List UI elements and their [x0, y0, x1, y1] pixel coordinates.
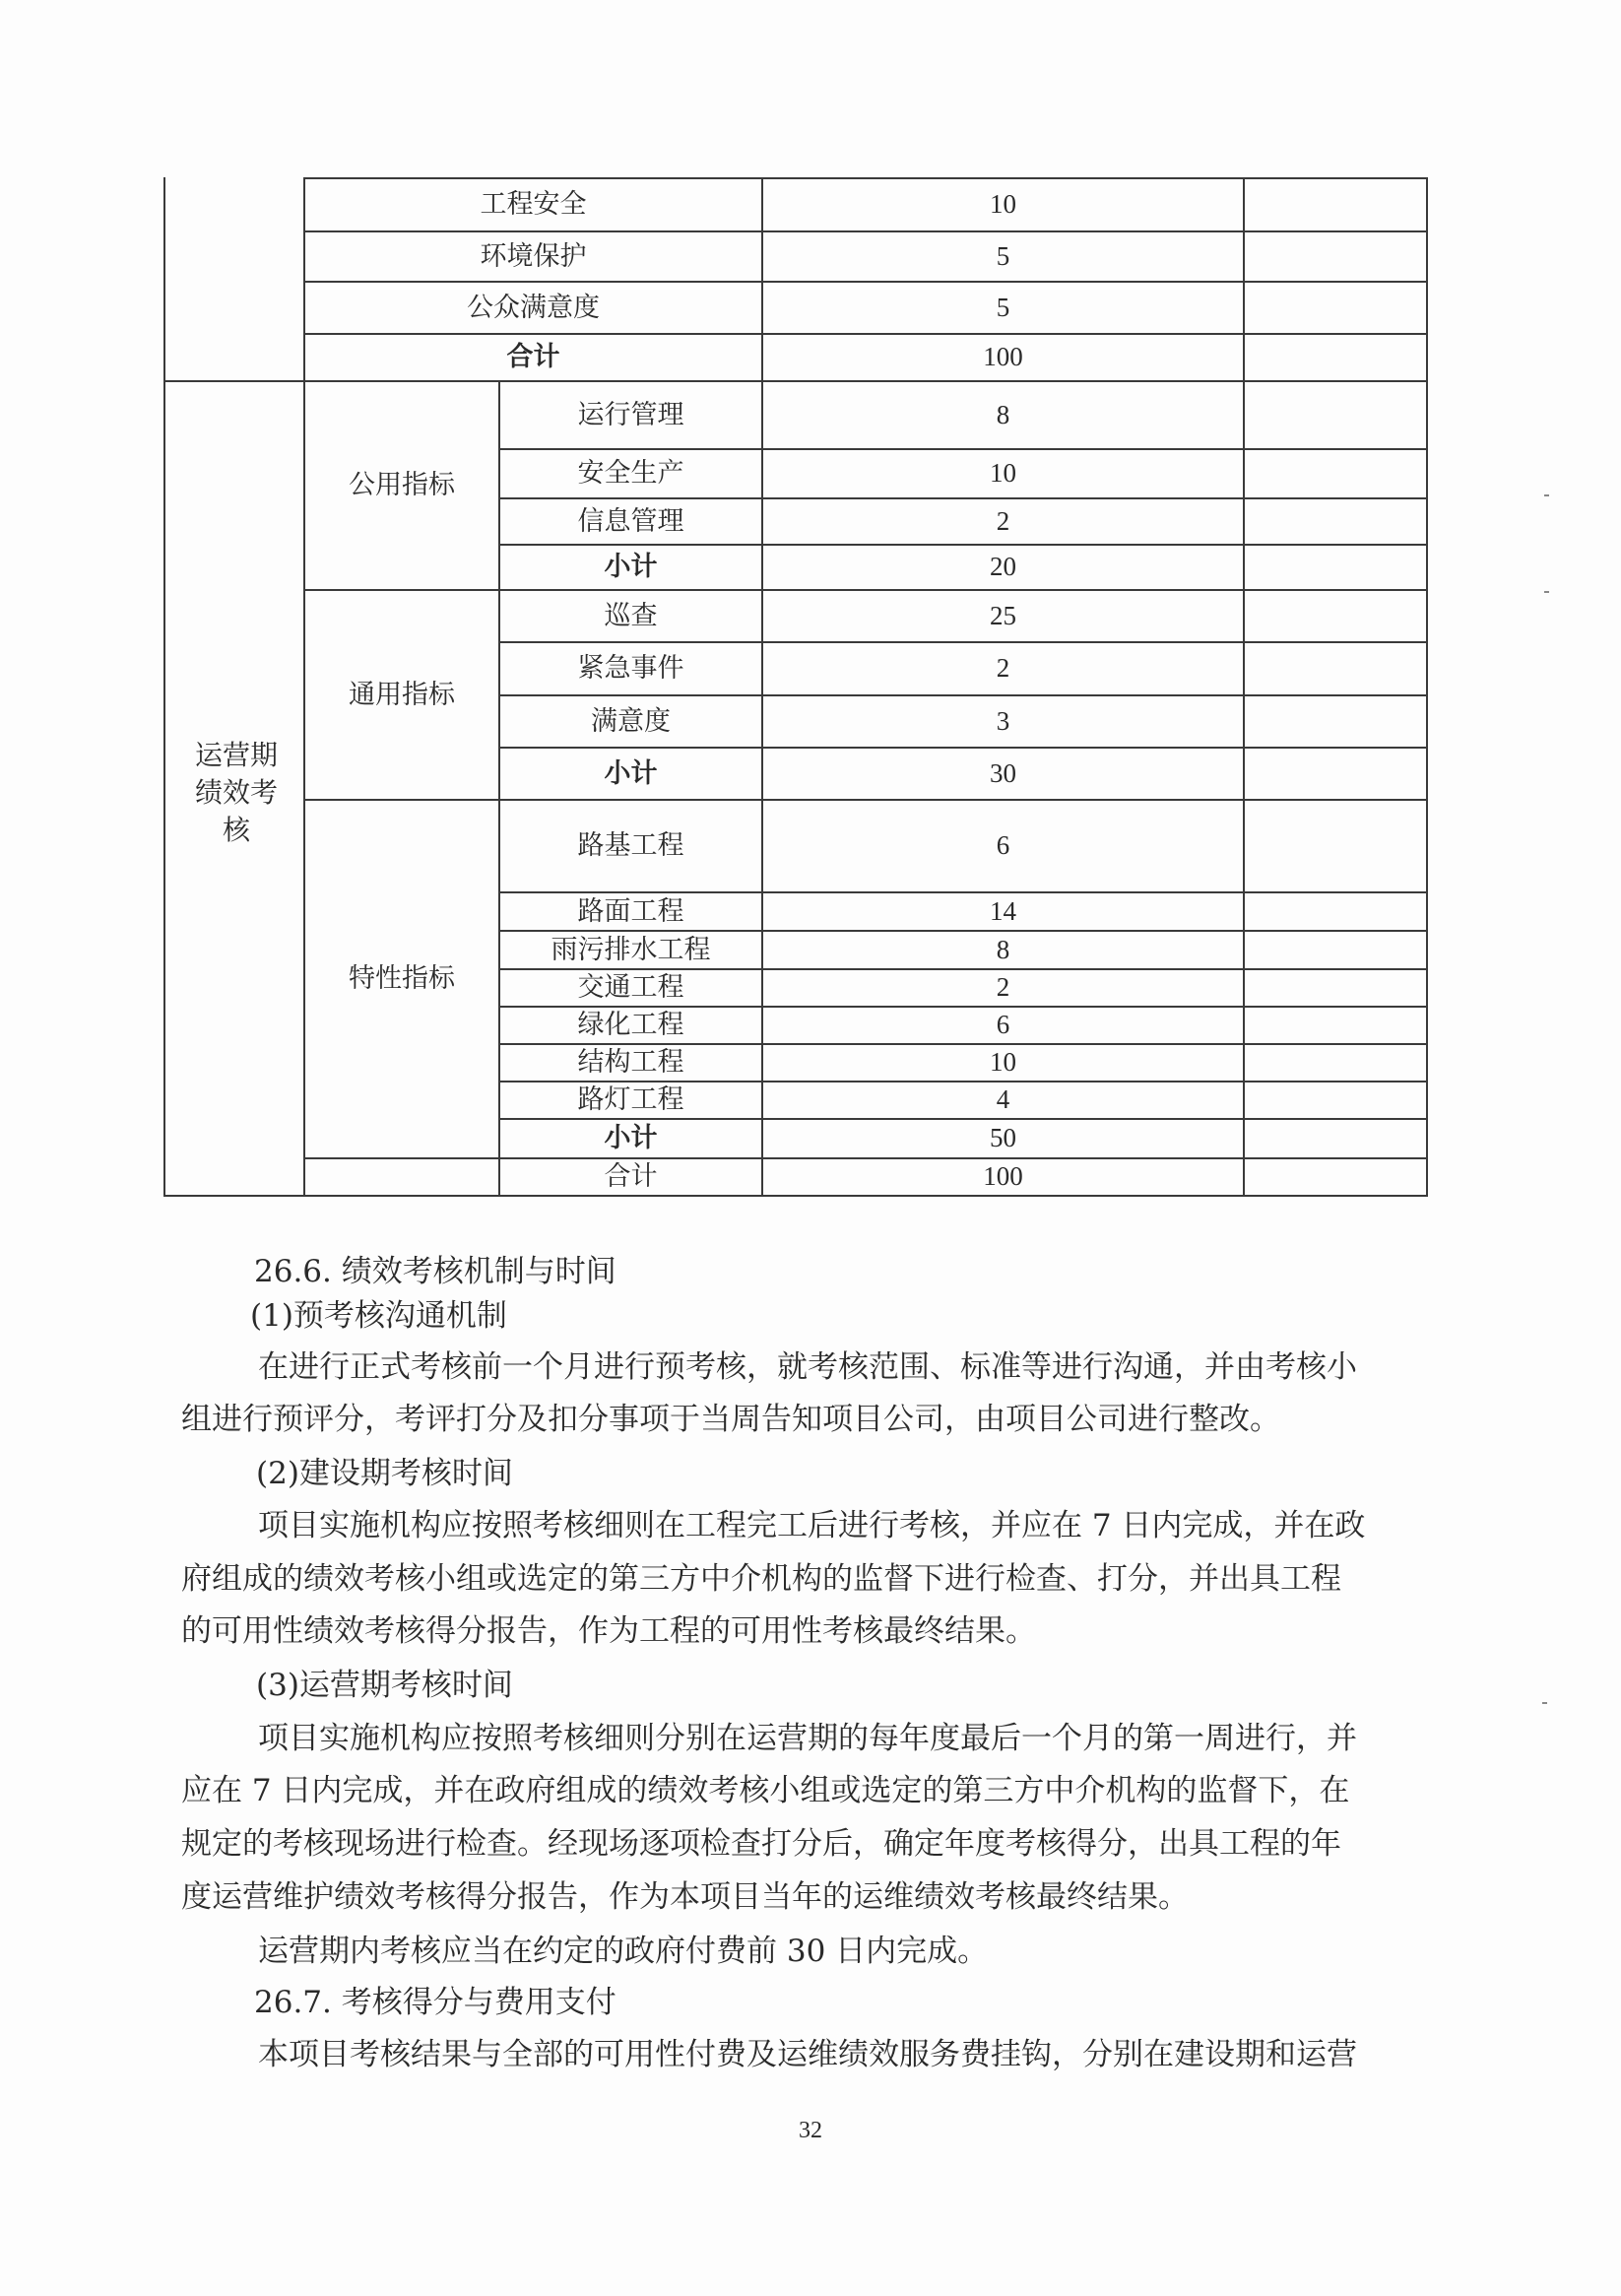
- paragraph-line: 本项目考核结果与全部的可用性付费及运维绩效服务费挂钩，分别在建设期和运营: [258, 2037, 1357, 2072]
- subtotal-score: 20: [990, 552, 1016, 582]
- table-row-score: 2: [996, 505, 1010, 536]
- scan-mark: [1544, 591, 1549, 593]
- table-row-name: 公众满意度: [467, 292, 600, 323]
- subtotal-label: 小计: [604, 552, 658, 583]
- table-row-name: 环境保护: [480, 240, 587, 272]
- subtotal-score: 50: [990, 1123, 1016, 1153]
- section-heading: 26.6. 绩效考核机制与时间: [254, 1254, 616, 1289]
- table-row-score: 3: [996, 705, 1010, 736]
- table-row-name: 路灯工程: [577, 1084, 684, 1116]
- table-row-name: 路面工程: [577, 895, 684, 927]
- paragraph-line: 运营期内考核应当在约定的政府付费前 30 日内完成。: [258, 1934, 989, 1969]
- table-row-score: 2: [996, 972, 1010, 1003]
- group-name: 公用指标: [349, 470, 455, 501]
- page-number: 32: [799, 2118, 822, 2143]
- table-total-label: 合计: [604, 1161, 658, 1193]
- table-row-name: 运行管理: [577, 399, 684, 430]
- paragraph-line: 规定的考核现场进行检查。经现场逐项检查打分后，确定年度考核得分，出具工程的年: [181, 1826, 1341, 1862]
- table-row-score: 10: [990, 458, 1016, 489]
- table-total-score: 100: [983, 1161, 1023, 1192]
- table-row-name: 满意度: [591, 705, 671, 737]
- table-row-name: 交通工程: [577, 972, 684, 1004]
- subheading: (3)运营期考核时间: [256, 1668, 513, 1703]
- table-row-name: 雨污排水工程: [551, 934, 711, 965]
- table-row-name: 紧急事件: [577, 653, 684, 685]
- table-row-name: 工程安全: [480, 189, 587, 221]
- subtotal-score: 30: [990, 757, 1016, 788]
- subheading: (2)建设期考核时间: [256, 1456, 513, 1491]
- table-row-score: 8: [996, 399, 1010, 429]
- ops-period-label: 运营期绩效考核: [194, 739, 278, 846]
- table-row-name: 巡查: [604, 600, 658, 631]
- table-row-score: 10: [990, 1047, 1016, 1078]
- section-heading: 26.7. 考核得分与费用支付: [254, 1985, 616, 2020]
- paragraph-line: 项目实施机构应按照考核细则分别在运营期的每年度最后一个月的第一周进行，并: [258, 1721, 1357, 1756]
- table-row-name: 信息管理: [577, 505, 684, 537]
- table-row-name: 路基工程: [577, 830, 684, 862]
- table-row-score: 25: [990, 600, 1016, 630]
- table-total-score: 100: [983, 342, 1023, 372]
- group-name: 通用指标: [349, 679, 455, 710]
- table-row-score: 5: [996, 292, 1010, 322]
- table-row-score: 10: [990, 189, 1016, 220]
- table-row-name: 绿化工程: [577, 1010, 684, 1041]
- table-row-score: 2: [996, 653, 1010, 684]
- subtotal-label: 小计: [604, 757, 658, 789]
- table-total-label: 合计: [506, 342, 560, 373]
- paragraph-line: 府组成的绩效考核小组或选定的第三方中介机构的监督下进行检查、打分，并出具工程: [181, 1561, 1341, 1597]
- table-row-name: 安全生产: [577, 458, 684, 490]
- paragraph-line: 度运营维护绩效考核得分报告，作为本项目当年的运维绩效考核最终结果。: [181, 1879, 1189, 1915]
- paragraph-line: 在进行正式考核前一个月进行预考核，就考核范围、标准等进行沟通，并由考核小: [258, 1349, 1357, 1385]
- paragraph-line: 组进行预评分，考评打分及扣分事项于当周告知项目公司，由项目公司进行整改。: [181, 1402, 1280, 1437]
- scan-mark: [1542, 1702, 1547, 1704]
- paragraph-line: 项目实施机构应按照考核细则在工程完工后进行考核，并应在 7 日内完成，并在政: [258, 1508, 1366, 1543]
- table-row-score: 14: [990, 895, 1016, 926]
- subtotal-label: 小计: [604, 1123, 658, 1154]
- table-row-score: 6: [996, 830, 1010, 861]
- table-row-score: 5: [996, 240, 1010, 271]
- group-name: 特性指标: [349, 963, 455, 995]
- paragraph-line: 应在 7 日内完成，并在政府组成的绩效考核小组或选定的第三方中介机构的监督下，在: [181, 1773, 1350, 1808]
- scan-mark: [1544, 494, 1549, 496]
- table-row-score: 6: [996, 1010, 1010, 1040]
- table-row-score: 4: [996, 1084, 1010, 1115]
- paragraph-line: 的可用性绩效考核得分报告，作为工程的可用性考核最终结果。: [181, 1613, 1036, 1649]
- table-row-score: 8: [996, 934, 1010, 964]
- subheading: (1)预考核沟通机制: [250, 1298, 507, 1334]
- table-row-name: 结构工程: [577, 1047, 684, 1079]
